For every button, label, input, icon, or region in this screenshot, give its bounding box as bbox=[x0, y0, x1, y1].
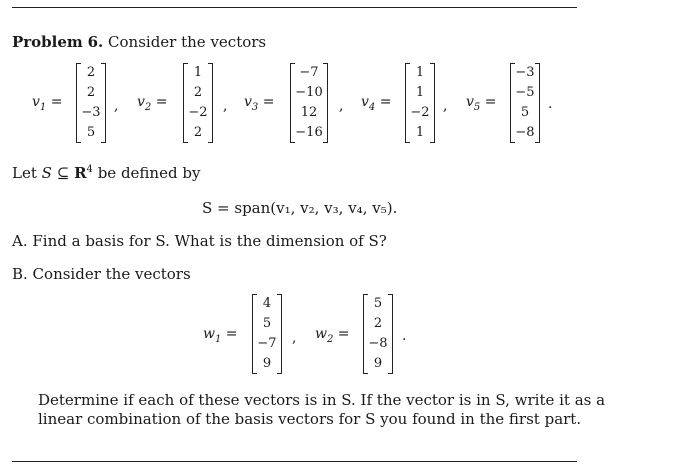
v2-label: $v_2$ = bbox=[137, 94, 168, 113]
problem-number: 6. bbox=[87, 33, 104, 51]
v2-vector: 1 2 −2 2 bbox=[183, 63, 213, 143]
span-equation: S = span(v₁, v₂, v₃, v₄, v₅). bbox=[202, 199, 398, 217]
v4-label: $v_4$ = bbox=[361, 94, 392, 113]
v4-vector: 1 1 −2 1 bbox=[405, 63, 435, 143]
v1-label: $v_1$ = bbox=[32, 94, 63, 113]
problem-intro: Consider the vectors bbox=[108, 33, 267, 51]
top-rule bbox=[12, 7, 577, 8]
v5-label: $v_5$ = bbox=[466, 94, 497, 113]
w2-label: $w_2$ = bbox=[315, 326, 350, 345]
v5-vector: −3 −5 5 −8 bbox=[510, 63, 540, 143]
part-a: A. Find a basis for S. What is the dimension of S? bbox=[12, 232, 387, 250]
w2-vector: 5 2 −8 9 bbox=[363, 294, 393, 374]
problem-label: Problem bbox=[12, 33, 83, 51]
v1-vector: 2 2 −3 5 bbox=[76, 63, 106, 143]
w1-label: $w_1$ = bbox=[203, 326, 238, 345]
v3-vector: −7 −10 12 −16 bbox=[290, 63, 328, 143]
closing-line-1: Determine if each of these vectors is in S. If the vector is in S, write it as a bbox=[38, 391, 606, 409]
closing-line-2: linear combination of the basis vectors for S you found in the first part. bbox=[38, 410, 582, 428]
w1-vector: 4 5 −7 9 bbox=[252, 294, 282, 374]
bottom-rule bbox=[12, 461, 577, 462]
problem-heading bbox=[12, 33, 266, 52]
part-b: B. Consider the vectors bbox=[12, 265, 191, 283]
v3-label: $v_3$ = bbox=[244, 94, 275, 113]
subspace-definition: Let S ⊆ $R^4$ be defined by bbox=[12, 164, 201, 182]
